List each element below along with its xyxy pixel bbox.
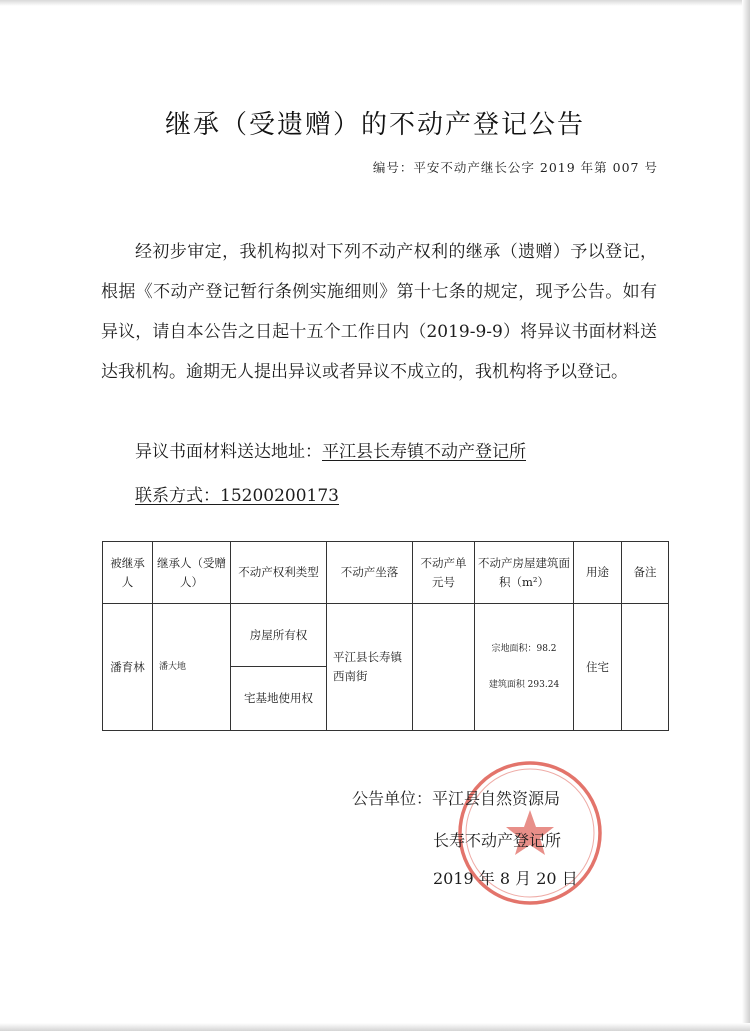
cell-remark bbox=[622, 604, 669, 731]
registration-table bbox=[102, 541, 669, 731]
address-label: 异议书面材料送达地址： bbox=[135, 442, 322, 462]
table-row bbox=[103, 604, 669, 667]
contact-label: 联系方式： bbox=[135, 486, 220, 506]
contact-value: 15200200173 bbox=[220, 486, 339, 506]
contact-line bbox=[135, 481, 339, 506]
header-heir: 继承人（受赠人） bbox=[153, 542, 231, 604]
header-unit-no: 不动产单元号 bbox=[413, 542, 475, 604]
area-land: 宗地面积：98.2 bbox=[491, 644, 557, 654]
cell-location: 平江县长寿镇西南街 bbox=[327, 604, 413, 731]
cell-heir: 潘大地 bbox=[153, 604, 231, 731]
cell-unit-no bbox=[413, 604, 475, 731]
cell-usage: 住宅 bbox=[574, 604, 622, 731]
document-number: 编号：平安不动产继长公字 2019 年第 007 号 bbox=[372, 160, 658, 175]
header-location: 不动产坐落 bbox=[327, 542, 413, 604]
objection-address bbox=[135, 437, 526, 462]
address-value: 平江县长寿镇不动产登记所 bbox=[322, 442, 526, 462]
cell-right-type-1: 房屋所有权 bbox=[231, 604, 327, 667]
cell-decedent: 潘育林 bbox=[103, 604, 153, 731]
header-right-type: 不动产权利类型 bbox=[231, 542, 327, 604]
cell-right-type-2: 宅基地使用权 bbox=[231, 667, 327, 731]
signature-unit: 公告单位：平江县自然资源局 bbox=[352, 789, 561, 808]
cell-area bbox=[475, 604, 574, 731]
page-edge-bottom bbox=[0, 1023, 750, 1031]
header-remark: 备注 bbox=[622, 542, 669, 604]
notice-body: 经初步审定，我机构拟对下列不动产权利的继承（遗赠）予以登记，根据《不动产登记暂行条例实施细则》第十七条的规定，现予公告。如有异议，请自本公告之日起十五个工作日内（2019-9-9）将异议书面材料送达我机构。逾期无人提出异议或者异议不成立的，我机构将予以登记。 bbox=[101, 242, 657, 382]
header-usage: 用途 bbox=[574, 542, 622, 604]
area-building: 建筑面积 293.24 bbox=[488, 680, 560, 690]
header-decedent: 被继承人 bbox=[103, 542, 153, 604]
page-edge-top bbox=[0, 0, 750, 6]
signature-date: 2019 年 8 月 20 日 bbox=[433, 869, 578, 888]
header-area: 不动产房屋建筑面积（m²） bbox=[475, 542, 574, 604]
signature-office: 长寿不动产登记所 bbox=[433, 831, 562, 850]
table-header-row bbox=[103, 542, 669, 604]
page-edge-right bbox=[742, 0, 750, 1031]
page-title: 继承（受遗赠）的不动产登记公告 bbox=[164, 110, 585, 140]
